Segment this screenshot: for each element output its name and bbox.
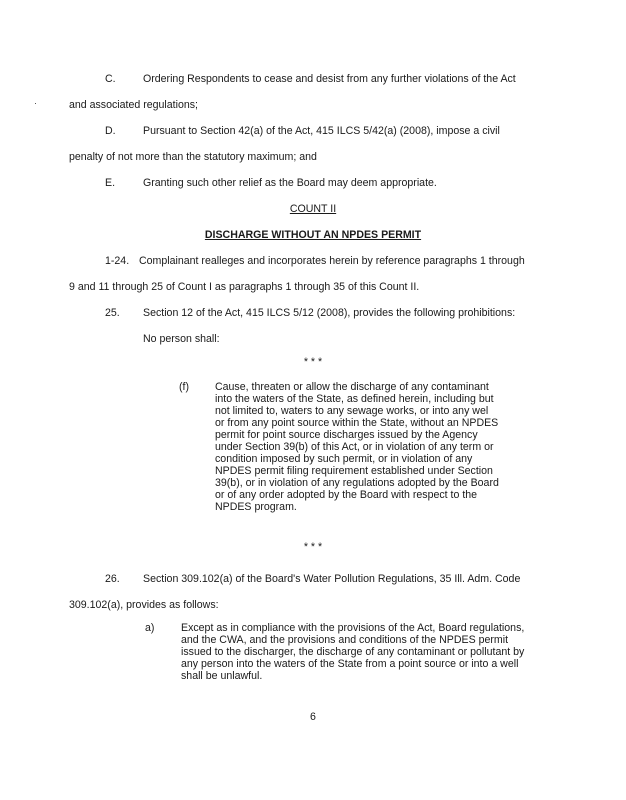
quote-a-line: issued to the discharger, the discharge of any contaminant or pollutant by xyxy=(181,646,525,658)
item-d-continuation: penalty of not more than the statutory maximum; and xyxy=(69,151,317,163)
quote-f-line: NPDES permit filing requirement established under Section xyxy=(215,465,493,477)
quote-a-label: a) xyxy=(145,622,155,634)
item-d-label: D. xyxy=(105,125,116,137)
para-1-24-number: 1-24. xyxy=(105,255,130,267)
item-e-text: Granting such other relief as the Board may deem appropriate. xyxy=(143,177,437,189)
quote-f-line: 39(b), or in violation of any regulations adopted by the Board xyxy=(215,477,499,489)
ellipsis-separator: * * * xyxy=(303,356,323,368)
quote-f-line: Cause, threaten or allow the discharge of any contaminant xyxy=(215,381,489,393)
para-25-number: 25. xyxy=(105,307,120,319)
quote-a-line: and the CWA, and the provisions and conditions of the NPDES permit xyxy=(181,634,509,646)
para-25-intro: No person shall: xyxy=(143,333,220,345)
count-heading: DISCHARGE WITHOUT AN NPDES PERMIT xyxy=(204,229,422,241)
quote-f-line: or of any order adopted by the Board with respect to the xyxy=(215,489,478,501)
para-1-24-continuation: 9 and 11 through 25 of Count I as paragraphs 1 through 35 of this Count II. xyxy=(69,281,420,293)
quote-f-line: condition imposed by such permit, or in violation of any xyxy=(215,453,473,465)
item-c-label: C. xyxy=(105,73,116,85)
quote-f-label: (f) xyxy=(179,381,189,393)
item-c-text: Ordering Respondents to cease and desist from any further violations of the Act xyxy=(143,73,516,85)
quote-f-line: NPDES program. xyxy=(215,501,297,513)
para-26-continuation: 309.102(a), provides as follows: xyxy=(69,599,219,611)
quote-f-line: not limited to, waters to any sewage works, or into any wel xyxy=(215,405,489,417)
para-26-number: 26. xyxy=(105,573,120,585)
para-25-text: Section 12 of the Act, 415 ILCS 5/12 (2008), provides the following prohibitions: xyxy=(143,307,516,319)
quote-f-line: into the waters of the State, as defined herein, including but xyxy=(215,393,494,405)
quote-f-line: permit for point source discharges issued by the Agency xyxy=(215,429,478,441)
item-c-continuation: and associated regulations; xyxy=(69,99,198,111)
quote-f-line: or from any point source within the State, without an NPDES xyxy=(215,417,499,429)
count-title: COUNT II xyxy=(289,203,337,215)
ellipsis-separator: * * * xyxy=(303,541,323,553)
para-26-text: Section 309.102(a) of the Board's Water Pollution Regulations, 35 Ill. Adm. Code xyxy=(143,573,521,585)
page-number: 6 xyxy=(310,711,316,723)
quote-a-line: Except as in compliance with the provisions of the Act, Board regulations, xyxy=(181,622,525,634)
quote-f-line: under Section 39(b) of this Act, or in violation of any term or xyxy=(215,441,494,453)
item-d-text: Pursuant to Section 42(a) of the Act, 415 ILCS 5/42(a) (2008), impose a civil xyxy=(143,125,500,137)
para-1-24-text: Complainant realleges and incorporates herein by reference paragraphs 1 through xyxy=(139,255,525,267)
scan-speck xyxy=(35,103,36,104)
item-e-label: E. xyxy=(105,177,116,189)
quote-a-line: shall be unlawful. xyxy=(181,670,263,682)
quote-a-line: any person into the waters of the State from a point source or into a well xyxy=(181,658,519,670)
